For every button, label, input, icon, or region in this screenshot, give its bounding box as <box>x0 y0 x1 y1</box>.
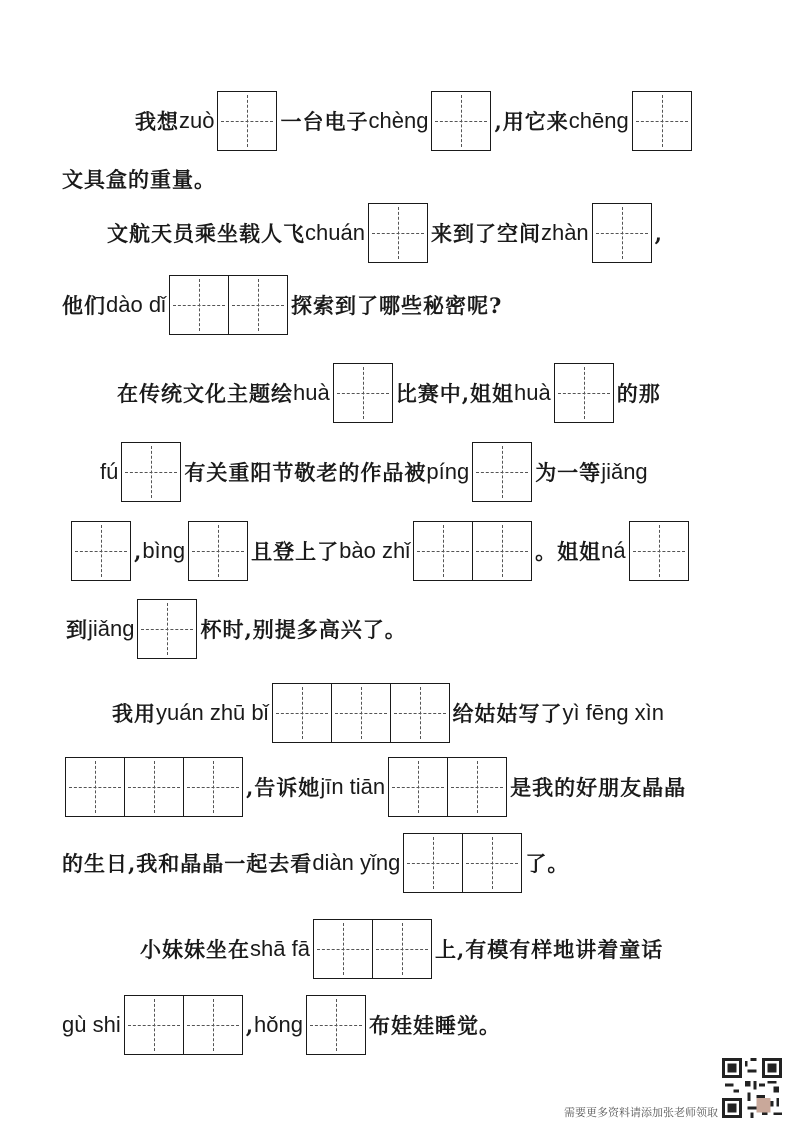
tian-zi-ge-cell[interactable] <box>389 758 447 816</box>
answer-box[interactable] <box>472 442 532 502</box>
tian-zi-ge-cell[interactable] <box>72 522 130 580</box>
pinyin-text: fú <box>100 459 119 484</box>
chinese-text: 是我的好朋友晶晶 <box>510 775 687 800</box>
tian-zi-ge-cell[interactable] <box>122 443 180 501</box>
tian-zi-ge-cell[interactable] <box>314 920 372 978</box>
answer-box[interactable] <box>592 203 652 263</box>
answer-box[interactable] <box>368 203 428 263</box>
tian-zi-ge-cell[interactable] <box>633 92 691 150</box>
answer-box[interactable] <box>217 91 277 151</box>
answer-box[interactable] <box>137 599 197 659</box>
text-line <box>62 994 501 1056</box>
answer-box[interactable] <box>554 363 614 423</box>
pinyin-text: ná <box>601 538 626 563</box>
chinese-text: 文具盒的重量。 <box>62 167 216 192</box>
tian-zi-ge-cell[interactable] <box>125 996 183 1054</box>
tian-zi-ge-cell[interactable] <box>138 600 196 658</box>
tian-zi-ge-cell[interactable] <box>473 443 531 501</box>
chinese-text: 上,有模有样地讲着童话 <box>434 937 664 962</box>
answer-box[interactable] <box>431 91 491 151</box>
text-line <box>62 274 502 336</box>
tian-zi-ge-cell[interactable] <box>414 522 472 580</box>
pinyin-text: hǒng <box>254 1012 303 1037</box>
text-line <box>117 362 661 424</box>
text-line <box>66 598 407 660</box>
chinese-text: 有关重阳节敬老的作品被 <box>184 460 427 485</box>
chinese-text: , <box>654 220 663 246</box>
text-line <box>135 90 695 152</box>
tian-zi-ge-cell[interactable] <box>593 204 651 262</box>
tian-zi-ge-cell[interactable] <box>630 522 688 580</box>
pinyin-text: jiǎng <box>88 616 135 641</box>
text-line <box>62 756 686 818</box>
chinese-text: , <box>245 1012 255 1038</box>
pinyin-text: dào dǐ <box>106 292 166 317</box>
answer-box[interactable] <box>333 363 393 423</box>
pinyin-text: bào zhǐ <box>339 538 411 563</box>
chinese-text: 来到了空间 <box>430 221 541 246</box>
chinese-text: 我想 <box>135 109 179 134</box>
chinese-text: 杯时,别提多高兴了。 <box>200 617 407 642</box>
answer-box[interactable] <box>313 919 432 979</box>
answer-box[interactable] <box>413 521 532 581</box>
answer-box[interactable] <box>272 683 450 743</box>
text-line <box>100 441 648 503</box>
tian-zi-ge-cell[interactable] <box>404 834 462 892</box>
pinyin-text: jiǎng <box>601 459 648 484</box>
tian-zi-ge-cell[interactable] <box>372 920 431 978</box>
pinyin-text: zuò <box>179 108 215 133</box>
pinyin-text: chèng <box>368 108 429 133</box>
tian-zi-ge-cell[interactable] <box>307 996 365 1054</box>
tian-zi-ge-cell[interactable] <box>462 834 521 892</box>
tian-zi-ge-cell[interactable] <box>218 92 276 150</box>
chinese-text: 。姐姐 <box>535 539 602 564</box>
tian-zi-ge-cell[interactable] <box>334 364 392 422</box>
chinese-text: 一台电子 <box>280 109 369 134</box>
tian-zi-ge-cell[interactable] <box>369 204 427 262</box>
chinese-text: 他们 <box>62 293 106 318</box>
chinese-text: 且登上了 <box>251 539 340 564</box>
tian-zi-ge-cell[interactable] <box>228 276 287 334</box>
tian-zi-ge-cell[interactable] <box>331 684 390 742</box>
chinese-text: 了。 <box>525 851 570 876</box>
tian-zi-ge-cell[interactable] <box>170 276 228 334</box>
footer-note: 需要更多资料请添加张老师领取 <box>564 1106 718 1119</box>
tian-zi-ge-cell[interactable] <box>189 522 247 580</box>
answer-box[interactable] <box>169 275 288 335</box>
text-line <box>140 918 663 980</box>
tian-zi-ge-cell[interactable] <box>124 758 183 816</box>
chinese-text: 在传统文化主题绘 <box>117 381 293 406</box>
pinyin-text: shā fā <box>250 936 310 961</box>
qr-code-icon <box>722 1058 782 1118</box>
answer-box[interactable] <box>65 757 243 817</box>
text-line <box>68 520 692 582</box>
answer-box[interactable] <box>71 521 131 581</box>
chinese-text: 的生日,我和晶晶一起去看 <box>62 851 313 876</box>
chinese-text: 到 <box>66 617 88 642</box>
chinese-text: 为一等 <box>535 460 602 485</box>
chinese-text: 探索到了哪些秘密呢? <box>290 293 503 318</box>
answer-box[interactable] <box>388 757 507 817</box>
text-line <box>62 832 569 894</box>
pinyin-text: zhàn <box>540 220 589 245</box>
answer-box[interactable] <box>188 521 248 581</box>
text-line <box>62 148 216 210</box>
tian-zi-ge-cell[interactable] <box>183 758 242 816</box>
pinyin-text: chuán <box>305 220 365 245</box>
chinese-text: 给姑姑写了 <box>452 701 563 726</box>
pinyin-text: chēng <box>568 108 629 133</box>
answer-box[interactable] <box>629 521 689 581</box>
chinese-text: 小妹妹坐在 <box>140 937 250 962</box>
pinyin-text: huà <box>514 380 551 405</box>
chinese-text: 的那 <box>616 381 661 406</box>
chinese-text: 比赛中,姐姐 <box>395 381 515 406</box>
answer-box[interactable] <box>403 833 522 893</box>
answer-box[interactable] <box>632 91 692 151</box>
tian-zi-ge-cell[interactable] <box>555 364 613 422</box>
tian-zi-ge-cell[interactable] <box>447 758 506 816</box>
pinyin-text: bìng <box>142 538 186 563</box>
tian-zi-ge-cell[interactable] <box>183 996 242 1054</box>
pinyin-text: yì fēng xìn <box>562 700 665 725</box>
pinyin-text: jīn tiān <box>320 774 386 799</box>
answer-box[interactable] <box>121 442 181 502</box>
tian-zi-ge-cell[interactable] <box>66 758 124 816</box>
text-line <box>107 202 663 264</box>
chinese-text: , <box>134 538 143 564</box>
text-line <box>112 682 664 744</box>
pinyin-text: píng <box>426 459 470 484</box>
pinyin-text: huà <box>293 380 330 405</box>
pinyin-text: diàn yǐng <box>312 850 401 875</box>
answer-box[interactable] <box>306 995 366 1055</box>
pinyin-text: gù shi <box>62 1012 121 1037</box>
chinese-text: 布娃娃睡觉。 <box>368 1013 501 1038</box>
pinyin-text: yuán zhū bǐ <box>156 700 269 725</box>
tian-zi-ge-cell[interactable] <box>432 92 490 150</box>
tian-zi-ge-cell[interactable] <box>273 684 331 742</box>
chinese-text: ,告诉她 <box>246 775 321 800</box>
chinese-text: ,用它来 <box>494 109 569 134</box>
chinese-text: 我用 <box>112 701 156 726</box>
answer-box[interactable] <box>124 995 243 1055</box>
chinese-text: 文航天员乘坐载人飞 <box>107 221 305 246</box>
tian-zi-ge-cell[interactable] <box>472 522 531 580</box>
tian-zi-ge-cell[interactable] <box>390 684 449 742</box>
